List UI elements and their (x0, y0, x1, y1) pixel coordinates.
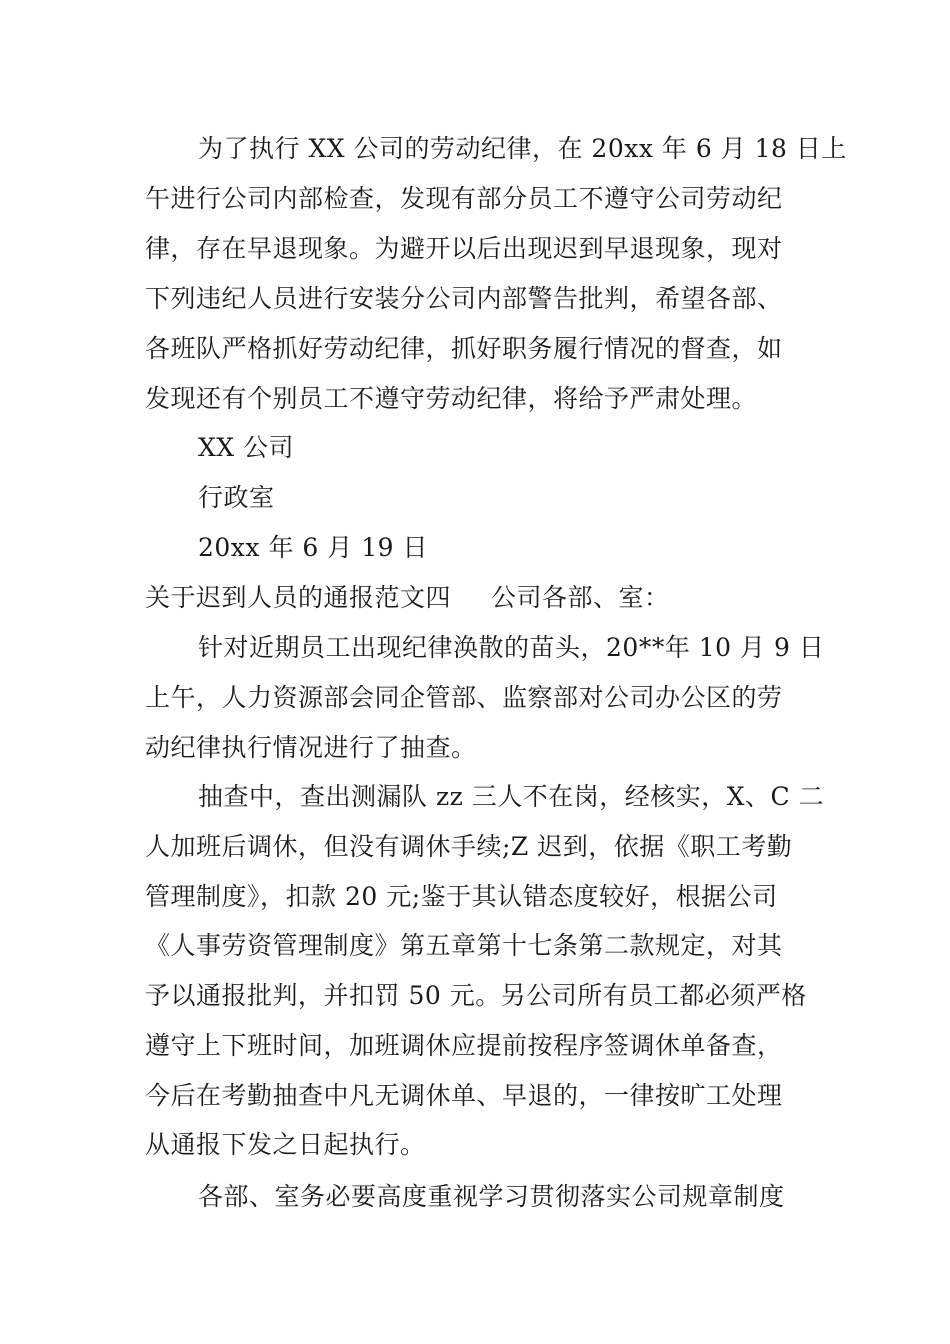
paragraph-1-line-4: 下列违纪人员进行安装分公司内部警告批判，希望各部、 (145, 284, 783, 313)
paragraph-3-line-8: 从通报下发之日起执行。 (145, 1130, 426, 1159)
paragraph-3-line-5: 予以通报批判，并扣罚 50 元。另公司所有员工都必须严格 (145, 981, 807, 1010)
paragraph-1-line-1: 为了执行 XX 公司的劳动纪律，在 20xx 年 6 月 18 日上 (198, 134, 847, 163)
paragraph-4-line-1: 各部、室务必要高度重视学习贯彻落实公司规章制度 (198, 1182, 785, 1211)
paragraph-1-line-2: 午进行公司内部检查，发现有部分员工不遵守公司劳动纪 (145, 184, 783, 213)
paragraph-1-line-6: 发现还有个别员工不遵守劳动纪律，将给予严肃处理。 (145, 384, 758, 413)
paragraph-2-line-3: 动纪律执行情况进行了抽查。 (145, 733, 477, 762)
signature-office: 行政室 (198, 483, 275, 512)
section-title: 关于迟到人员的通报范文四 (145, 583, 452, 612)
section-heading (145, 581, 670, 615)
paragraph-3-line-4: 《人事劳资管理制度》第五章第十七条第二款规定，对其 (145, 931, 783, 960)
paragraph-1-line-5: 各班队严格抓好劳动纪律，抓好职务履行情况的督查，如 (145, 334, 783, 363)
section-salutation: 公司各部、室： (491, 583, 670, 612)
paragraph-3-line-7: 今后在考勤抽查中凡无调休单、早退的，一律按旷工处理 (145, 1081, 783, 1110)
paragraph-2-line-2: 上午，人力资源部会同企管部、监察部对公司办公区的劳 (145, 683, 783, 712)
paragraph-3-line-1: 抽查中，查出测漏队 zz 三人不在岗，经核实，X、C 二 (198, 782, 825, 811)
paragraph-2-line-1: 针对近期员工出现纪律涣散的苗头，20**年 10 月 9 日 (198, 633, 825, 662)
signature-company: XX 公司 (198, 433, 295, 462)
signature-date: 20xx 年 6 月 19 日 (198, 533, 428, 562)
paragraph-3-line-6: 遵守上下班时间，加班调休应提前按程序签调休单备查， (145, 1031, 783, 1060)
paragraph-1-line-3: 律，存在早退现象。为避开以后出现迟到早退现象，现对 (145, 234, 783, 263)
paragraph-3-line-3: 管理制度》，扣款 20 元;鉴于其认错态度较好，根据公司 (145, 882, 778, 911)
paragraph-3-line-2: 人加班后调休，但没有调休手续;Z 迟到，依据《职工考勤 (145, 832, 793, 861)
